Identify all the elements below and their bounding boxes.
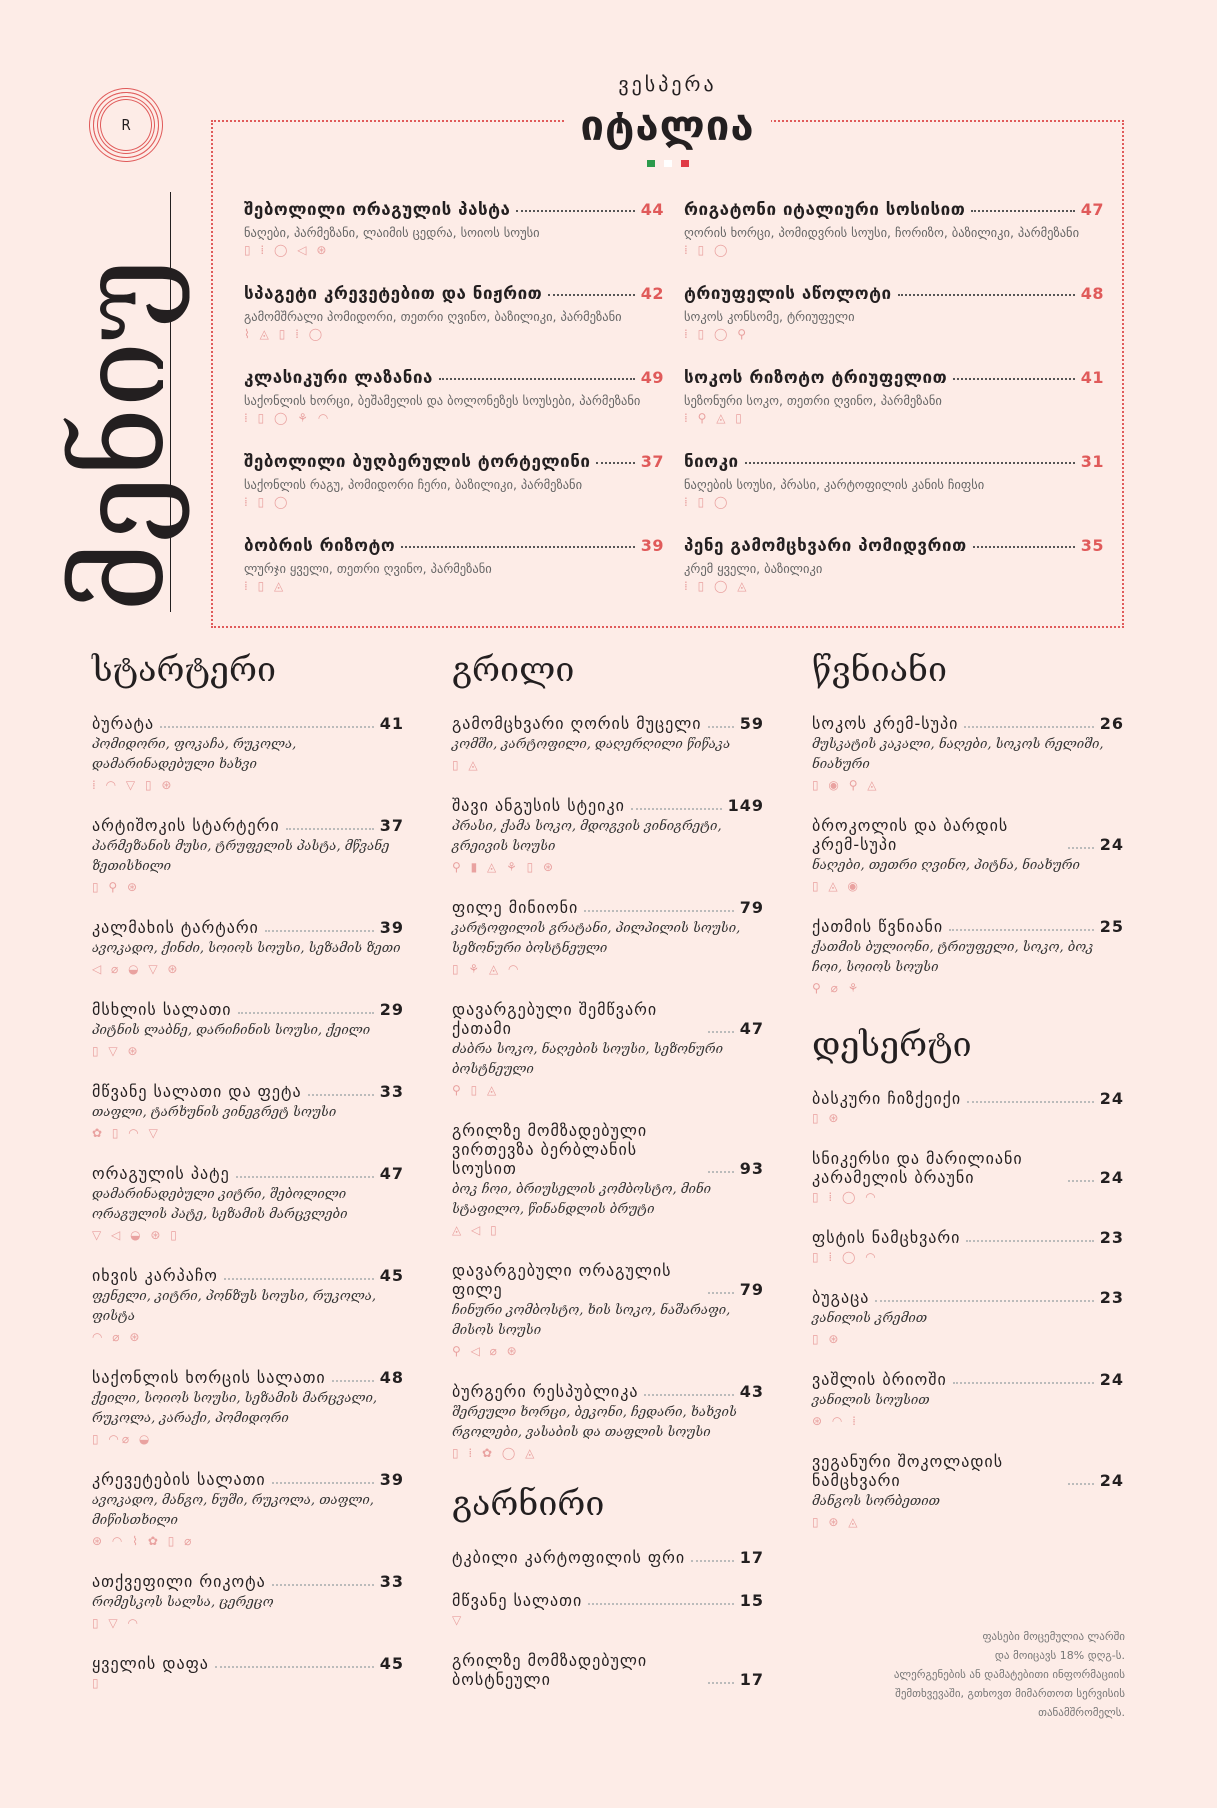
item-price: 33 bbox=[379, 1572, 404, 1591]
note-line: და მოიცავს 18% დღგ-ს. bbox=[994, 1649, 1125, 1662]
item-price: 47 bbox=[739, 1019, 764, 1038]
item-name: შავი ანგუსის სტეიკი bbox=[452, 796, 625, 815]
allergen-icons: ▽ ◁ ◒ ⊛ ▯ bbox=[92, 1228, 180, 1242]
section-title-grill: გრილი bbox=[452, 650, 575, 690]
item-title-row bbox=[244, 368, 664, 388]
allergen-icons: ◬ ◁ ▯ bbox=[452, 1223, 500, 1237]
allergen-icons: ▯ ▽ ◠ bbox=[92, 1616, 141, 1630]
note-line: ფასები მოცემულია ლარში bbox=[982, 1630, 1125, 1643]
item-title-row bbox=[684, 284, 1104, 304]
item-price: 15 bbox=[739, 1591, 764, 1610]
italia-items bbox=[244, 200, 1104, 620]
allergen-icons: ▯ ◉ ⚲ ◬ bbox=[812, 778, 880, 792]
item-price: 39 bbox=[379, 918, 404, 937]
item-price: 59 bbox=[739, 714, 764, 733]
item-price: 48 bbox=[1080, 284, 1104, 303]
allergen-icons: ⁞ ▯ ◯ bbox=[684, 495, 731, 509]
item-price: 149 bbox=[727, 796, 764, 815]
dot-leader bbox=[708, 1171, 734, 1173]
allergen-icons: ⁞ ▯ ◯ ⚘ ◠ bbox=[244, 411, 332, 425]
allergen-icons: ⁞ ⚲ ◬ ▯ bbox=[684, 411, 745, 425]
item-name: დავარგებული ორაგულის ფილე bbox=[452, 1261, 672, 1299]
item-title-row bbox=[452, 1000, 764, 1038]
item-name: ორაგულის პატე bbox=[92, 1164, 230, 1183]
item-name: სოკოს კრემ-სუპი bbox=[812, 714, 959, 733]
item-title-row bbox=[812, 1452, 1124, 1490]
italia-menu-item bbox=[244, 452, 664, 536]
item-name: ათქვეფილი რიკოტა bbox=[92, 1572, 266, 1591]
item-title-row bbox=[92, 1000, 404, 1019]
dot-leader bbox=[967, 1101, 1094, 1103]
item-price: 93 bbox=[739, 1159, 764, 1178]
item-price: 24 bbox=[1099, 1168, 1124, 1187]
menu-item bbox=[452, 1651, 764, 1689]
item-title-row bbox=[452, 898, 764, 917]
item-description: კომში, კარტოფილი, დაღერღილი წიწაკა bbox=[452, 737, 731, 752]
item-name: შებოლილი ბუღბერულის ტორტელინი bbox=[244, 452, 591, 472]
item-title-row bbox=[452, 714, 764, 733]
item-description: პომიდორი, ფოკაჩა, რუკოლა, დამარინადებული ხახვი bbox=[92, 737, 297, 772]
logo-letter: R bbox=[121, 116, 131, 134]
item-name: მწვანე სალათი და ფეტა bbox=[92, 1082, 302, 1101]
dot-leader bbox=[966, 1240, 1093, 1242]
allergen-icons: ⚲ ▮ ◬ ⚘ ▯ ⊛ bbox=[452, 860, 557, 874]
item-description: თაფლი, ტარხუნის ვინეგრეტ სოუსი bbox=[92, 1105, 337, 1120]
item-price: 45 bbox=[379, 1266, 404, 1285]
item-description: პრასი, ქამა სოკო, მდოგვის ვინიგრეტი, გრეივის სოუსი bbox=[452, 819, 722, 854]
menu-item bbox=[452, 1261, 764, 1358]
menu-item bbox=[92, 1470, 404, 1548]
dot-leader bbox=[1068, 1483, 1094, 1485]
italia-menu-item bbox=[684, 284, 1104, 368]
dot-leader bbox=[708, 1031, 734, 1033]
item-description: საქონლის ხორცი, ბეშამელის და ბოლონეზეს სოუსები, პარმეზანი bbox=[244, 393, 641, 408]
item-name: ბასკური ჩიზქეიქი bbox=[812, 1089, 962, 1108]
allergen-icons: ✿ ▯ ◠ ▽ bbox=[92, 1126, 161, 1140]
menu-item bbox=[452, 1548, 764, 1567]
item-name: გამომცხვარი ღორის მუცელი bbox=[452, 714, 702, 733]
item-name: ფილე მინიონი bbox=[452, 898, 579, 917]
menu-item bbox=[812, 1452, 1124, 1529]
item-price: 24 bbox=[1099, 1471, 1124, 1490]
item-name: ქათმის წვნიანი bbox=[812, 917, 944, 936]
item-description: შერეული ხორცი, ბეკონი, ჩედარი, ხახვის რგოლები, ვასაბის და თაფლის სოუსი bbox=[452, 1405, 737, 1440]
item-price: 33 bbox=[379, 1082, 404, 1101]
item-description: კრემ ყველი, ბაზილიკი bbox=[684, 561, 823, 576]
menu-item bbox=[452, 796, 764, 874]
item-name: იხვის კარპაჩო bbox=[92, 1266, 218, 1285]
dot-leader bbox=[548, 294, 634, 296]
italia-menu-item bbox=[244, 368, 664, 452]
item-description: გამომშრალი პომიდორი, თეთრი ღვინო, ბაზილიკი, პარმეზანი bbox=[244, 309, 622, 324]
item-title-row bbox=[812, 816, 1124, 854]
allergen-icons: ⚲ ◁ ⌀ ⊛ bbox=[452, 1344, 520, 1358]
menu-item bbox=[812, 1089, 1124, 1125]
item-description: ნაღები, თეთრი ღვინო, პიტნა, ნიახური bbox=[812, 858, 1080, 873]
item-description: კარტოფილის გრატანი, პილპილის სოუსი, სეზონური ბოსტნეული bbox=[452, 921, 741, 956]
item-description: ბოკ ჩოი, ბრიუსელის კომბოსტო, მინი სტაფილო, წინანდლის ბრუტი bbox=[452, 1182, 712, 1217]
menu-item bbox=[812, 1370, 1124, 1428]
item-price: 47 bbox=[379, 1164, 404, 1183]
allergen-icons: ◁ ⌀ ◒ ▽ ⊛ bbox=[92, 962, 181, 976]
item-description: ჩინური კომბოსტო, ხის სოკო, ნაშარაფი, მისოს სოუსი bbox=[452, 1303, 731, 1338]
item-price: 23 bbox=[1099, 1288, 1124, 1307]
section-title-desserts: დესერტი bbox=[812, 1025, 972, 1065]
dot-leader bbox=[631, 808, 722, 810]
item-name: ბურატა bbox=[92, 714, 155, 733]
italia-title: იტალია bbox=[564, 102, 770, 150]
italian-flag-icon bbox=[213, 160, 1122, 167]
allergen-icons: ▯ ◠⌀ ◒ bbox=[92, 1432, 153, 1446]
item-title-row bbox=[92, 1470, 404, 1489]
item-price: 17 bbox=[739, 1670, 764, 1689]
item-name: ბროკოლის და ბარდის კრემ-სუპი bbox=[812, 816, 1009, 854]
item-price: 29 bbox=[379, 1000, 404, 1019]
item-price: 49 bbox=[640, 368, 664, 387]
allergen-icons: ▯ ⊛ bbox=[812, 1111, 842, 1125]
item-price: 41 bbox=[1080, 368, 1104, 387]
item-title-row bbox=[812, 1370, 1124, 1389]
allergen-icons: ◠ ⌀ ⊛ bbox=[92, 1330, 143, 1344]
allergen-icons: ▯ ◬ ◉ bbox=[812, 879, 861, 893]
item-title-row bbox=[92, 714, 404, 733]
dot-leader bbox=[265, 930, 374, 932]
item-name: სნიკერსი და მარილიანი კარამელის ბრაუნი bbox=[812, 1149, 1023, 1187]
item-title-row bbox=[812, 1149, 1124, 1187]
italia-section bbox=[211, 72, 1124, 628]
menu-item bbox=[452, 1382, 764, 1460]
item-description: სეზონური სოკო, თეთრი ღვინო, პარმეზანი bbox=[684, 393, 942, 408]
vertical-menu-title: მენიუ bbox=[74, 192, 171, 612]
item-title-row bbox=[452, 1121, 764, 1178]
italia-header bbox=[213, 72, 1122, 167]
item-name: კრევეტების სალათი bbox=[92, 1470, 266, 1489]
item-description: ვანილის კრემით bbox=[812, 1311, 928, 1326]
item-title-row bbox=[452, 1261, 764, 1299]
dot-leader bbox=[584, 910, 734, 912]
item-title-row bbox=[92, 1572, 404, 1591]
item-name: მწვანე სალათი bbox=[452, 1591, 583, 1610]
item-name: რიგატონი იტალიური სოსისით bbox=[684, 200, 966, 220]
item-description: მანგოს სორბეთით bbox=[812, 1494, 940, 1509]
menu-item bbox=[812, 1149, 1124, 1204]
allergen-icons: ▯ ◬ bbox=[452, 758, 481, 772]
menu-item bbox=[92, 816, 404, 894]
item-price: 26 bbox=[1099, 714, 1124, 733]
price-note bbox=[825, 1627, 1125, 1722]
item-name: სპაგეტი კრევეტებით და ნიჟრით bbox=[244, 284, 543, 304]
item-price: 35 bbox=[1080, 536, 1104, 555]
allergen-icons: ▯ ⊛ ◬ bbox=[812, 1515, 861, 1529]
item-price: 41 bbox=[379, 714, 404, 733]
item-title-row bbox=[452, 796, 764, 815]
dot-leader bbox=[708, 1292, 734, 1294]
allergen-icons: ⁞ ◠ ▽ ▯ ⊛ bbox=[92, 778, 175, 792]
dot-leader bbox=[1068, 847, 1094, 849]
allergen-icons: ⁞ ▯ ◯ ⚲ bbox=[684, 327, 750, 341]
item-name: ბურგერი რესპუბლიკა bbox=[452, 1382, 639, 1401]
item-description: პარმეზანის მუსი, ტრუფელის პასტა, მწვანე ზეთისხილი bbox=[92, 839, 390, 874]
menu-item bbox=[92, 1164, 404, 1242]
italia-menu-item bbox=[684, 536, 1104, 620]
item-price: 79 bbox=[739, 898, 764, 917]
item-name: კალმახის ტარტარი bbox=[92, 918, 259, 937]
dot-leader bbox=[971, 210, 1074, 212]
item-name: დავარგებული შემწვარი ქათამი bbox=[452, 1000, 658, 1038]
item-title-row bbox=[244, 536, 664, 556]
item-title-row bbox=[684, 368, 1104, 388]
item-description: სოკოს კონსომე, ტრიუფელი bbox=[684, 309, 855, 324]
item-name: ფსტის ნამცხვარი bbox=[812, 1228, 961, 1247]
item-description: ღორის ხორცი, პომიდვრის სოუსი, ჩორიზო, ბაზილიკი, პარმეზანი bbox=[684, 225, 1080, 240]
dot-leader bbox=[708, 1682, 734, 1684]
dot-leader bbox=[439, 378, 635, 380]
item-price: 24 bbox=[1099, 835, 1124, 854]
item-price: 31 bbox=[1080, 452, 1104, 471]
item-description: ფენელი, კიტრი, პონზუს სოუსი, რუკოლა, ფისტა bbox=[92, 1289, 377, 1324]
italia-menu-item bbox=[244, 284, 664, 368]
item-price: 24 bbox=[1099, 1089, 1124, 1108]
dot-leader bbox=[964, 726, 1093, 728]
item-description: ლურჯი ყველი, თეთრი ღვინო, პარმეზანი bbox=[244, 561, 492, 576]
item-price: 47 bbox=[1080, 200, 1104, 219]
menu-item bbox=[92, 918, 404, 976]
dot-leader bbox=[875, 1300, 1093, 1302]
item-name: სოკოს რიზოტო ტრიუფელით bbox=[684, 368, 948, 388]
item-title-row bbox=[452, 1548, 764, 1567]
dot-leader bbox=[949, 929, 1094, 931]
allergen-icons: ⁞ ▯ ◯ bbox=[244, 495, 291, 509]
menu-item bbox=[812, 1288, 1124, 1346]
dot-leader bbox=[332, 1380, 374, 1382]
item-title-row bbox=[812, 1228, 1124, 1247]
item-name: გრილზე მომზადებული ბოსტნეული bbox=[452, 1651, 648, 1689]
starters-list bbox=[92, 714, 404, 1690]
item-title-row bbox=[684, 200, 1104, 220]
menu-item bbox=[452, 1591, 764, 1627]
allergen-icons: ▯ ⁞ ◯ ◁ ⊛ bbox=[244, 243, 330, 257]
item-name: ნიოკი bbox=[684, 452, 739, 472]
item-title-row bbox=[92, 816, 404, 835]
dot-leader bbox=[215, 1666, 374, 1668]
allergen-icons: ⚲ ⌀ ⚘ bbox=[812, 981, 862, 995]
soups-list bbox=[812, 714, 1124, 995]
item-name: ტრიუფელის აწოლოტი bbox=[684, 284, 892, 304]
menu-item bbox=[452, 1121, 764, 1237]
item-price: 39 bbox=[640, 536, 664, 555]
italia-menu-item bbox=[684, 452, 1104, 536]
allergen-icons: ⁞ ▯ ◯ ◬ bbox=[684, 579, 750, 593]
note-line: ალერგენების ან დამატებითი ინფორმაციის bbox=[893, 1668, 1125, 1681]
item-price: 37 bbox=[640, 452, 664, 471]
item-title-row bbox=[92, 1266, 404, 1285]
item-title-row bbox=[684, 536, 1104, 556]
item-price: 39 bbox=[379, 1470, 404, 1489]
item-name: ვეგანური შოკოლადის ნამცხვარი bbox=[812, 1452, 1004, 1490]
menu-item bbox=[92, 1654, 404, 1690]
item-description: ნაღები, პარმეზანი, ლაიმის ცედრა, სოიოს სოუსი bbox=[244, 225, 540, 240]
item-description: ქათმის ბულიონი, ტრიუფელი, სოკო, ბოკ ჩოი, სოიოს სოუსი bbox=[812, 940, 1094, 975]
item-title-row bbox=[812, 714, 1124, 733]
dot-leader bbox=[1068, 1180, 1094, 1182]
item-price: 43 bbox=[739, 1382, 764, 1401]
note-line: შემთხვევაში, გთხოვთ მიმართოთ სერვისის bbox=[895, 1687, 1125, 1700]
menu-item bbox=[92, 1266, 404, 1344]
note-line: თანამშრომელს. bbox=[1038, 1706, 1125, 1719]
item-description: ქეილი, სოიოს სოუსი, სეზამის მარცვალი, რუკოლა, კარაქი, პომიდორი bbox=[92, 1391, 378, 1426]
item-price: 45 bbox=[379, 1654, 404, 1673]
item-description: ძაბრა სოკო, ნაღების სოუსი, სეზონური ბოსტნეული bbox=[452, 1042, 724, 1077]
item-title-row bbox=[92, 918, 404, 937]
desserts-list bbox=[812, 1089, 1124, 1529]
dot-leader bbox=[238, 1012, 374, 1014]
item-price: 17 bbox=[739, 1548, 764, 1567]
menu-item bbox=[812, 917, 1124, 995]
dot-leader bbox=[898, 294, 1075, 296]
dot-leader bbox=[308, 1094, 374, 1096]
italia-menu-item bbox=[684, 368, 1104, 452]
dot-leader bbox=[516, 210, 634, 212]
item-name: ბობრის რიზოტო bbox=[244, 536, 396, 556]
column-soups-desserts bbox=[812, 650, 1124, 1553]
item-title-row bbox=[92, 1164, 404, 1183]
dot-leader bbox=[973, 546, 1075, 548]
menu-item bbox=[812, 714, 1124, 792]
item-price: 23 bbox=[1099, 1228, 1124, 1247]
menu-item bbox=[812, 816, 1124, 893]
dot-leader bbox=[953, 378, 1075, 380]
item-title-row bbox=[244, 200, 664, 220]
dot-leader bbox=[596, 462, 634, 464]
italia-menu-item bbox=[684, 200, 1104, 284]
menu-item bbox=[92, 1000, 404, 1058]
item-title-row bbox=[812, 1089, 1124, 1108]
allergen-icons: ▯ ⁞ ✿ ◯ ◬ bbox=[452, 1446, 538, 1460]
item-description: ავოკადო, მანგო, ნუში, რუკოლა, თაფლი, მიწისთხილი bbox=[92, 1493, 374, 1528]
item-description: საქონლის რაგუ, პომიდორი ჩერი, ბაზილიკი, პარმეზანი bbox=[244, 477, 583, 492]
item-name: მსხლის სალათი bbox=[92, 1000, 232, 1019]
restaurant-logo bbox=[93, 92, 159, 158]
dot-leader bbox=[272, 1482, 374, 1484]
item-title-row bbox=[92, 1368, 404, 1387]
allergen-icons: ▯ ⊛ bbox=[812, 1332, 842, 1346]
italia-menu-item bbox=[244, 536, 664, 620]
item-title-row bbox=[452, 1382, 764, 1401]
allergen-icons: ⊛ ◠ ⁞ bbox=[812, 1414, 859, 1428]
item-price: 37 bbox=[379, 816, 404, 835]
italia-menu-item bbox=[244, 200, 664, 284]
item-price: 25 bbox=[1099, 917, 1124, 936]
allergen-icons: ▯ ⁞ ◯ ◠ bbox=[812, 1190, 879, 1204]
section-title-starters: სტარტერი bbox=[92, 650, 276, 690]
item-price: 44 bbox=[640, 200, 664, 219]
item-description: ვანილის სოუსით bbox=[812, 1393, 930, 1408]
grill-list bbox=[452, 714, 764, 1460]
item-description: ავოკადო, ქინძი, სოიოს სოუსი, სეზამის ზეთი bbox=[92, 941, 401, 956]
item-name: ყველის დაფა bbox=[92, 1654, 209, 1673]
dot-leader bbox=[588, 1603, 733, 1605]
item-title-row bbox=[244, 284, 664, 304]
item-title-row bbox=[244, 452, 664, 472]
section-title-soups: წვნიანი bbox=[812, 650, 947, 690]
dot-leader bbox=[644, 1394, 733, 1396]
dot-leader bbox=[708, 726, 734, 728]
brand-name: ვესპერა bbox=[618, 72, 717, 96]
item-name: პენე გამომცხვარი პომიდვრით bbox=[684, 536, 967, 556]
menu-item bbox=[92, 1368, 404, 1446]
allergen-icons: ⊛ ◠ ⌇ ✿ ▯ ⌀ bbox=[92, 1534, 195, 1548]
item-price: 24 bbox=[1099, 1370, 1124, 1389]
item-title-row bbox=[684, 452, 1104, 472]
item-title-row bbox=[452, 1591, 764, 1610]
dot-leader bbox=[401, 546, 635, 548]
menu-item bbox=[452, 898, 764, 976]
column-starters bbox=[92, 650, 404, 1714]
dot-leader bbox=[272, 1584, 374, 1586]
item-title-row bbox=[452, 1651, 764, 1689]
menu-item bbox=[92, 1572, 404, 1630]
menu-item bbox=[452, 714, 764, 772]
allergen-icons: ▯ ⚲ ⊛ bbox=[92, 880, 141, 894]
menu-item bbox=[92, 1082, 404, 1140]
menu-item bbox=[92, 714, 404, 792]
dot-leader bbox=[286, 828, 374, 830]
item-price: 79 bbox=[739, 1280, 764, 1299]
allergen-icons: ⚲ ▯ ◬ bbox=[452, 1083, 500, 1097]
item-title-row bbox=[812, 917, 1124, 936]
item-description: პიტნის ლაბნე, დარიჩინის სოუსი, ქეილი bbox=[92, 1023, 371, 1038]
item-description: რომესკოს სალსა, ცერეცო bbox=[92, 1595, 274, 1610]
item-name: არტიშოკის სტარტერი bbox=[92, 816, 280, 835]
item-price: 42 bbox=[640, 284, 664, 303]
item-description: დამარინადებული კიტრი, შებოლილი ორაგულის პატე, სეზამის მარცვლები bbox=[92, 1187, 348, 1222]
item-name: საქონლის ხორცის სალათი bbox=[92, 1368, 326, 1387]
allergen-icons: ▯ ⁞ ◯ ◠ bbox=[812, 1250, 879, 1264]
item-description: ნაღების სოუსი, პრასი, კარტოფილის კანის ჩიფსი bbox=[684, 477, 985, 492]
item-name: კლასიკური ლაზანია bbox=[244, 368, 433, 388]
allergen-icons: ⁞ ▯ ◬ bbox=[244, 579, 287, 593]
sides-list bbox=[452, 1548, 764, 1689]
item-title-row bbox=[812, 1288, 1124, 1307]
dot-leader bbox=[160, 726, 374, 728]
allergen-icons: ▽ bbox=[452, 1613, 465, 1627]
item-title-row bbox=[92, 1654, 404, 1673]
column-grill bbox=[452, 650, 764, 1713]
allergen-icons: ▯ bbox=[92, 1676, 102, 1690]
item-name: გრილზე მომზადებული ვირთევზა ბერბლანის სოუსით bbox=[452, 1121, 648, 1178]
allergen-icons: ▯ ▽ ⊛ bbox=[92, 1044, 141, 1058]
dot-leader bbox=[745, 462, 1075, 464]
allergen-icons: ⁞ ▯ ◯ bbox=[684, 243, 731, 257]
item-name: ბუგაცა bbox=[812, 1288, 870, 1307]
section-title-sides: გარნირი bbox=[452, 1484, 605, 1524]
item-name: ტკბილი კარტოფილის ფრი bbox=[452, 1548, 686, 1567]
allergen-icons: ⌇ ◬ ▯ ⁞ ◯ bbox=[244, 327, 326, 341]
item-description: მუსკატის კაკალი, ნაღები, სოკოს რელიში, ნიახური bbox=[812, 737, 1104, 772]
item-title-row bbox=[92, 1082, 404, 1101]
item-price: 48 bbox=[379, 1368, 404, 1387]
allergen-icons: ▯ ⚘ ◬ ◠ bbox=[452, 962, 522, 976]
dot-leader bbox=[224, 1278, 374, 1280]
dot-leader bbox=[953, 1382, 1094, 1384]
item-name: ვაშლის ბრიოში bbox=[812, 1370, 947, 1389]
item-name: შებოლილი ორაგულის პასტა bbox=[244, 200, 511, 220]
dot-leader bbox=[691, 1560, 734, 1562]
menu-item bbox=[452, 1000, 764, 1097]
menu-item bbox=[812, 1228, 1124, 1264]
dot-leader bbox=[236, 1176, 374, 1178]
